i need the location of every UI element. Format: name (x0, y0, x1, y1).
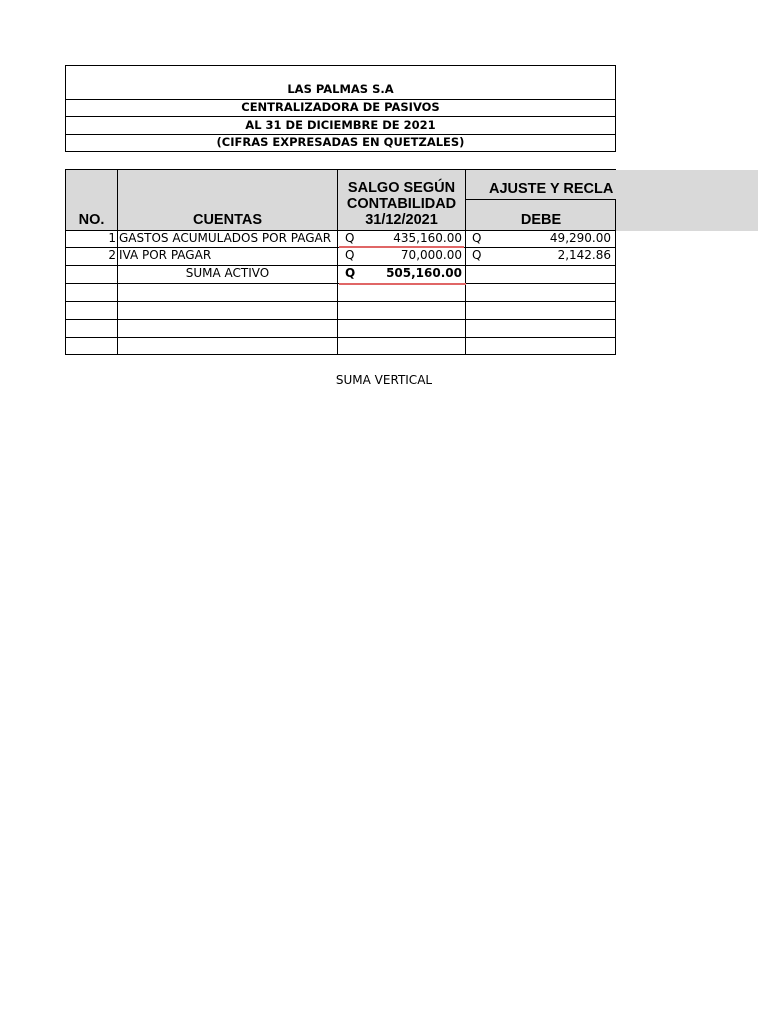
header-saldo-line2: CONTABILIDAD (346, 196, 457, 212)
header-no: NO. (78, 212, 105, 228)
row-account: IVA POR PAGAR (119, 248, 212, 262)
footer-note: SUMA VERTICAL (335, 373, 433, 387)
header-saldo-line1: SALGO SEGÚN (347, 180, 456, 196)
saldo-currency: Q (345, 248, 355, 262)
report-note: (CIFRAS EXPRESADAS EN QUETZALES) (216, 135, 465, 149)
total-amount: 505,160.00 (386, 266, 462, 280)
debe-amount: 49,290.00 (549, 231, 611, 245)
row-account: GASTOS ACUMULADOS POR PAGAR (119, 231, 332, 245)
report-subtitle: CENTRALIZADORA DE PASIVOS (241, 100, 440, 114)
header-saldo-line3: 31/12/2021 (365, 212, 438, 228)
header-cuentas: CUENTAS (192, 212, 262, 228)
total-label: SUMA ACTIVO (185, 266, 270, 280)
report-title-block (65, 65, 616, 152)
saldo-currency: Q (345, 231, 355, 245)
grid-line (465, 169, 466, 355)
saldo-amount: 435,160.00 (393, 231, 462, 245)
total-underline (339, 283, 466, 285)
row-number: 2 (108, 248, 116, 262)
total-currency: Q (345, 266, 356, 280)
grid-line (65, 169, 616, 170)
debe-amount: 2,142.86 (557, 248, 611, 262)
row-number: 1 (108, 231, 116, 245)
grid-line (117, 169, 118, 355)
debe-currency: Q (472, 231, 482, 245)
grid-line (65, 354, 616, 355)
grid-line (65, 301, 616, 302)
grid-line (65, 337, 616, 338)
debe-currency: Q (472, 248, 482, 262)
saldo-amount: 70,000.00 (400, 248, 462, 262)
header-ajuste: AJUSTE Y RECLA (489, 181, 614, 197)
grid-line (466, 199, 616, 200)
header-debe: DEBE (520, 212, 562, 228)
report-date: AL 31 DE DICIEMBRE DE 2021 (245, 118, 436, 132)
grid-line (65, 319, 616, 320)
company-name: LAS PALMAS S.A (287, 82, 394, 96)
